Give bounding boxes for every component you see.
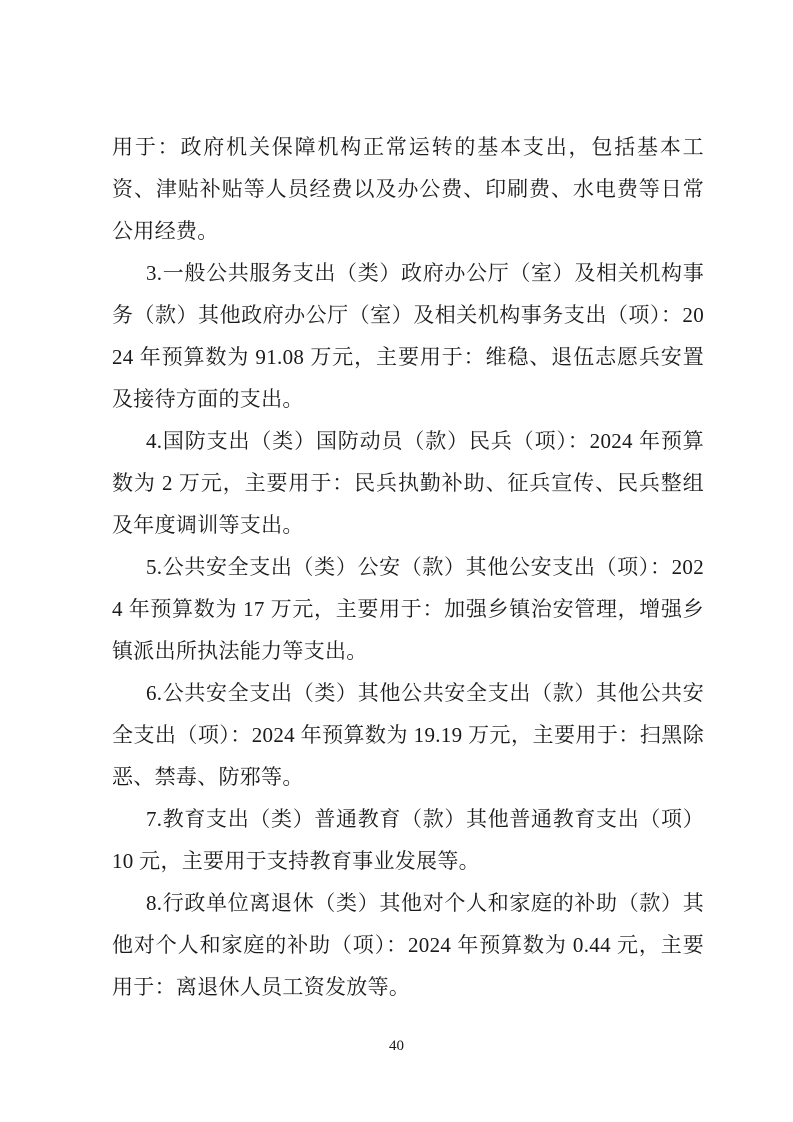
paragraph-item-6-other-public-security: 6.公共安全支出（类）其他公共安全支出（款）其他公共安全支出（项）：2024 年预算数为 19.19 万元，主要用于：扫黑除恶、禁毒、防邪等。 <box>112 681 704 789</box>
paragraph-item-3-general-public-service: 3.一般公共服务支出（类）政府办公厅（室）及相关机构事务（款）其他政府办公厅（室）及相关机构事务支出（项）：2024 年预算数为 91.08 万元，主要用于：维稳、退伍志愿兵安置及接待方面的支出。 <box>112 261 704 411</box>
page-number: 40 <box>389 1038 404 1054</box>
document-body <box>112 126 704 1008</box>
paragraph-continuation-basic-expense: 用于：政府机关保障机构正常运转的基本支出，包括基本工资、津贴补贴等人员经费以及办公费、印刷费、水电费等日常公用经费。 <box>112 135 704 243</box>
paragraph-item-7-education: 7.教育支出（类）普通教育（款）其他普通教育支出（项）10 元，主要用于支持教育事业发展等。 <box>112 807 704 873</box>
paragraph-item-4-national-defense: 4.国防支出（类）国防动员（款）民兵（项）：2024 年预算数为 2 万元，主要用于：民兵执勤补助、征兵宣传、民兵整组及年度调训等支出。 <box>112 429 704 537</box>
paragraph-item-8-retirement: 8.行政单位离退休（类）其他对个人和家庭的补助（款）其他对个人和家庭的补助（项）：2024 年预算数为 0.44 元，主要用于：离退休人员工资发放等。 <box>112 891 704 999</box>
paragraph-item-5-public-security: 5.公共安全支出（类）公安（款）其他公安支出（项）：2024 年预算数为 17 万元，主要用于：加强乡镇治安管理，增强乡镇派出所执法能力等支出。 <box>112 555 704 663</box>
